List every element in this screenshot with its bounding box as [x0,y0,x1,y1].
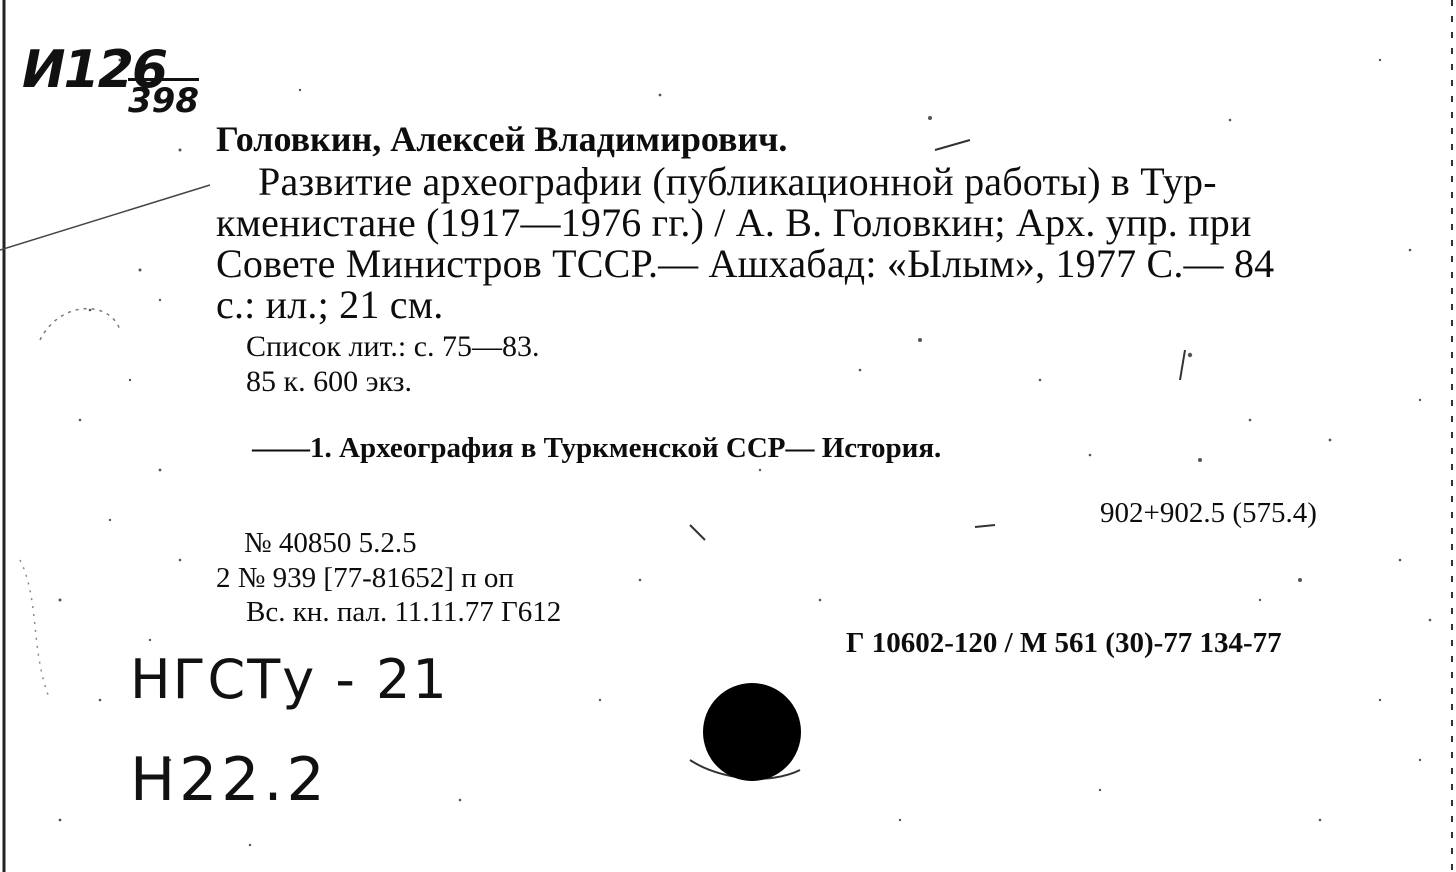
handwritten-note-1: НГСТу - 21 [130,648,449,711]
subject-heading: ——1. Археография в Туркменской ССР— История. [252,432,942,464]
description-line-2: кменистане (1917—1976 гг.) / А. В. Головкин; Арх. упр. при [216,200,1252,245]
description-line-1: Развитие археографии (публикационной работы) в Тур- [258,159,1217,204]
bibliography-note: Список лит.: с. 75—83. [246,330,540,363]
description-line-4: с.: ил.; 21 см. [216,282,444,327]
handwritten-note-2: Н22.2 [130,745,329,815]
registry-line-1: № 40850 5.2.5 [244,527,417,559]
description-line-3: Совете Министров ТССР.— Ашхабад: «Ылым», 1977 С.— 84 [216,241,1275,286]
handwritten-shelfmark-sub: 398 [128,78,199,121]
handwritten-shelfmark: И126 [22,40,167,100]
price-copies-note: 85 к. 600 экз. [246,365,412,398]
author-heading: Головкин, Алексей Владимирович. [216,119,788,159]
registry-line-3: Вс. кн. пал. 11.11.77 Г612 [246,596,562,628]
punch-hole [703,683,801,781]
classification-code: 902+902.5 (575.4) [1100,497,1317,529]
registry-line-2: 2 № 939 [77-81652] п оп [216,562,514,594]
index-code: Г 10602-120 / М 561 (30)-77 134-77 [846,627,1282,659]
